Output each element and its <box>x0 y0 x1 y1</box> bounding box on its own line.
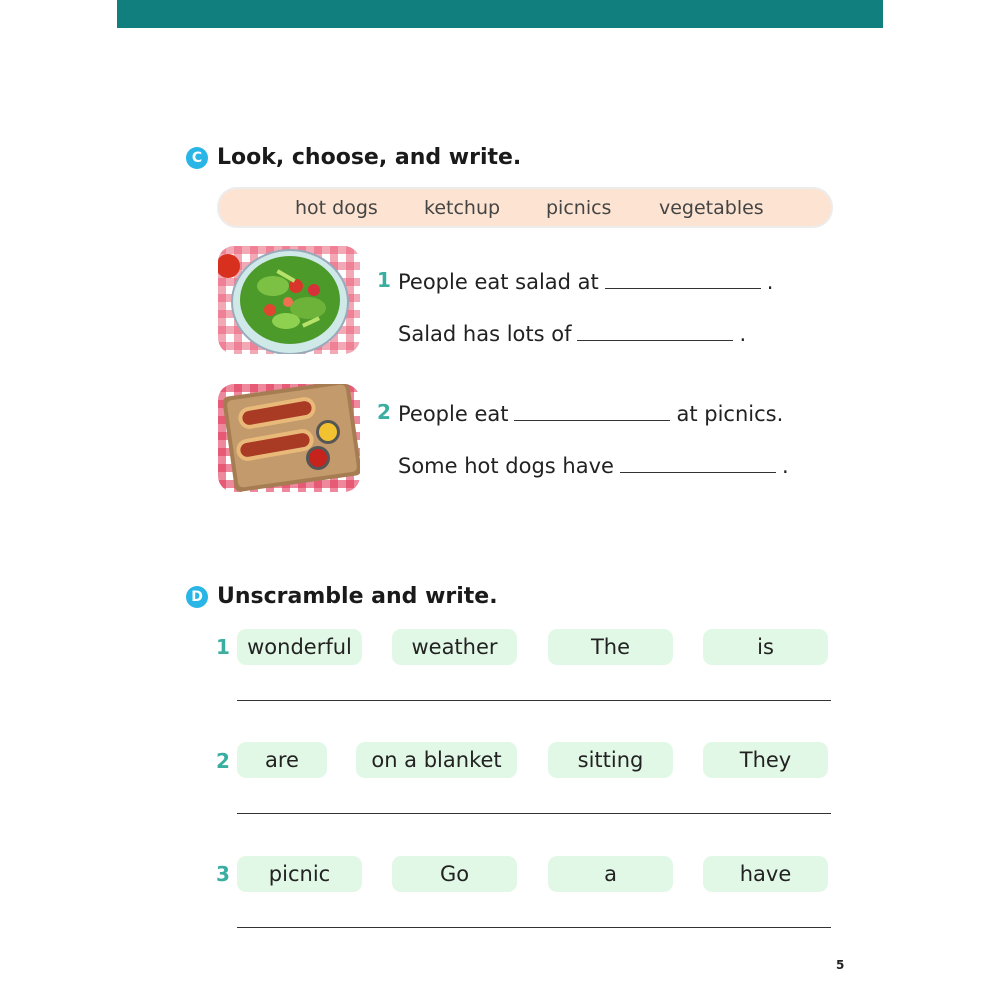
question-text: Some hot dogs have <box>398 454 614 478</box>
salad-photo <box>218 246 360 354</box>
section-d-title: Unscramble and write. <box>217 584 498 609</box>
answer-line[interactable] <box>237 813 831 814</box>
question-number: 2 <box>377 400 391 424</box>
question-1-line-1 <box>398 266 773 294</box>
question-text: People eat salad at <box>398 270 599 294</box>
word-bank-word: vegetables <box>659 197 764 219</box>
section-d-badge: D <box>186 586 208 608</box>
word-tile[interactable]: have <box>703 856 828 892</box>
item-number: 1 <box>216 635 230 659</box>
word-tile[interactable]: They <box>703 742 828 778</box>
word-tile[interactable]: a <box>548 856 673 892</box>
question-text: at picnics. <box>676 402 784 426</box>
question-text: . <box>739 322 747 346</box>
question-number: 1 <box>377 268 391 292</box>
answer-blank[interactable] <box>605 266 761 289</box>
item-number: 3 <box>216 862 230 886</box>
answer-blank[interactable] <box>514 398 670 421</box>
word-tile[interactable]: weather <box>392 629 517 665</box>
word-bank-word: picnics <box>546 197 612 219</box>
page-number: 5 <box>836 958 845 972</box>
section-c-badge: C <box>186 147 208 169</box>
word-tile[interactable]: are <box>237 742 327 778</box>
question-text: . <box>781 454 789 478</box>
word-tile[interactable]: is <box>703 629 828 665</box>
question-text: . <box>766 270 774 294</box>
section-c-title: Look, choose, and write. <box>217 145 522 170</box>
top-banner <box>117 0 883 28</box>
word-bank-word: ketchup <box>424 197 501 219</box>
question-1-line-2 <box>398 318 746 346</box>
word-tile[interactable]: sitting <box>548 742 673 778</box>
word-bank <box>219 189 831 226</box>
word-tile[interactable]: picnic <box>237 856 362 892</box>
word-bank-word: hot dogs <box>295 197 378 219</box>
question-text: Salad has lots of <box>398 322 572 346</box>
word-tile[interactable]: The <box>548 629 673 665</box>
word-tile[interactable]: Go <box>392 856 517 892</box>
answer-line[interactable] <box>237 700 831 701</box>
item-number: 2 <box>216 749 230 773</box>
hot-dogs-photo <box>218 384 360 492</box>
word-tile[interactable]: on a blanket <box>356 742 517 778</box>
question-text: People eat <box>398 402 509 426</box>
question-2-line-1 <box>398 398 783 426</box>
word-tile[interactable]: wonderful <box>237 629 362 665</box>
answer-line[interactable] <box>237 927 831 928</box>
answer-blank[interactable] <box>620 450 776 473</box>
answer-blank[interactable] <box>577 318 733 341</box>
section-d-header <box>186 584 498 609</box>
question-2-line-2 <box>398 450 789 478</box>
section-c-header <box>186 145 521 170</box>
